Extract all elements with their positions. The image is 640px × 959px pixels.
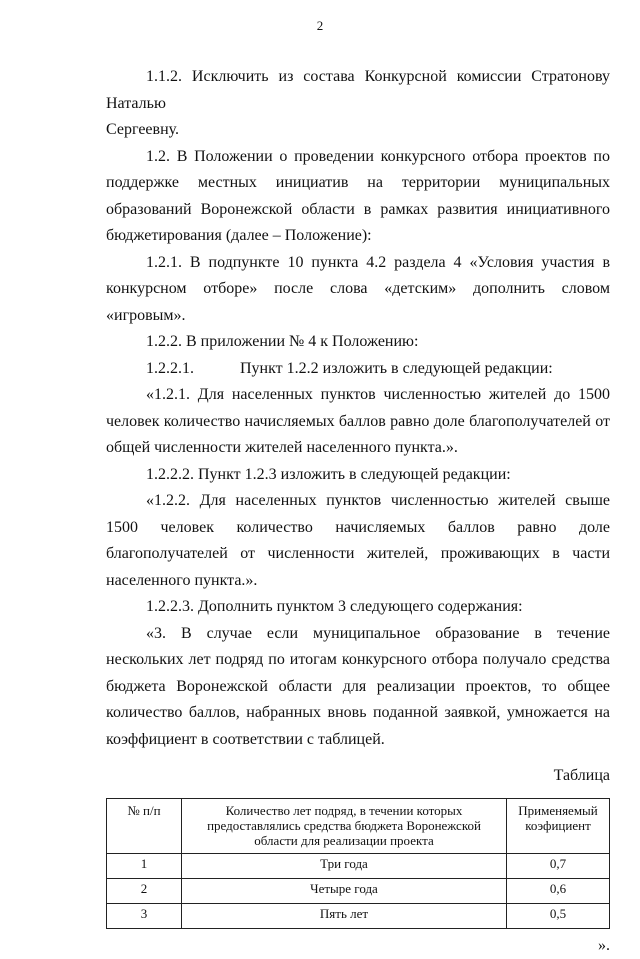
- paragraph-1-2-2-1: [106, 356, 610, 383]
- table-header-row: [107, 798, 610, 853]
- quoted-paragraph-3: «3. В случае если муниципальное образование в течение нескольких лет подряд по итогам конкурсного отбора получало средства бюджета Воронежской области для реализации проектов, то общее количество баллов, набранных вновь поданной заявкой, умножается на коэффициент в соответствии с таблицей.: [106, 621, 610, 754]
- coefficient-table: [106, 798, 610, 929]
- paragraph-1-2-2-3: 1.2.2.3. Дополнить пунктом 3 следующего содержания:: [106, 594, 610, 621]
- quoted-paragraph-1-2-2: «1.2.2. Для населенных пунктов численностью жителей свыше 1500 человек количество начисляемых баллов равно доле благополучателей от численности жителей, проживающих в части населенного пункта.».: [106, 488, 610, 594]
- paragraph-1-2: 1.2. В Положении о проведении конкурсного отбора проектов по поддержке местных инициатив на территории муниципальных образований Воронежской области в рамках развития инициативного бюджетирования (далее – Положение):: [106, 144, 610, 250]
- cell-years: Три года: [182, 853, 507, 878]
- header-years: Количество лет подряд, в течении которых предоставлялись средства бюджета Воронежской области для реализации проекта: [182, 798, 507, 853]
- cell-years: Четыре года: [182, 878, 507, 903]
- paragraph-1-2-1: 1.2.1. В подпункте 10 пункта 4.2 раздела 4 «Условия участия в конкурсном отборе» после слова «детским» дополнить словом «игровым».: [106, 250, 610, 330]
- paragraph-1-1-2: 1.1.2. Исключить из состава Конкурсной комиссии Стратонову Наталью: [106, 64, 610, 117]
- paragraph-1-1-2-continuation: Сергеевну.: [106, 117, 610, 144]
- paragraph-1-2-2-1-number: 1.2.2.1.: [146, 360, 194, 377]
- cell-coefficient: 0,6: [507, 878, 610, 903]
- cell-number: 1: [107, 853, 182, 878]
- quoted-paragraph-1-2-1: «1.2.1. Для населенных пунктов численностью жителей до 1500 человек количество начисляемых баллов равно доле благополучателей от общей численности жителей населенного пункта.».: [106, 382, 610, 462]
- table-row: [107, 878, 610, 903]
- header-coefficient: Применяемый коэфициент: [507, 798, 610, 853]
- paragraph-1-2-2: 1.2.2. В приложении № 4 к Положению:: [106, 329, 610, 356]
- table-row: [107, 853, 610, 878]
- page-number: 2: [0, 18, 640, 34]
- table-row: [107, 903, 610, 928]
- paragraph-1-2-2-2: 1.2.2.2. Пункт 1.2.3 изложить в следующей редакции:: [106, 462, 610, 489]
- cell-number: 2: [107, 878, 182, 903]
- closing-quote: ».: [106, 933, 610, 959]
- cell-coefficient: 0,7: [507, 853, 610, 878]
- table-caption: Таблица: [106, 763, 610, 790]
- paragraph-1-2-2-1-text: Пункт 1.2.2 изложить в следующей редакции:: [240, 360, 553, 377]
- document-body: [106, 64, 610, 959]
- cell-coefficient: 0,5: [507, 903, 610, 928]
- cell-years: Пять лет: [182, 903, 507, 928]
- header-number: № п/п: [107, 798, 182, 853]
- cell-number: 3: [107, 903, 182, 928]
